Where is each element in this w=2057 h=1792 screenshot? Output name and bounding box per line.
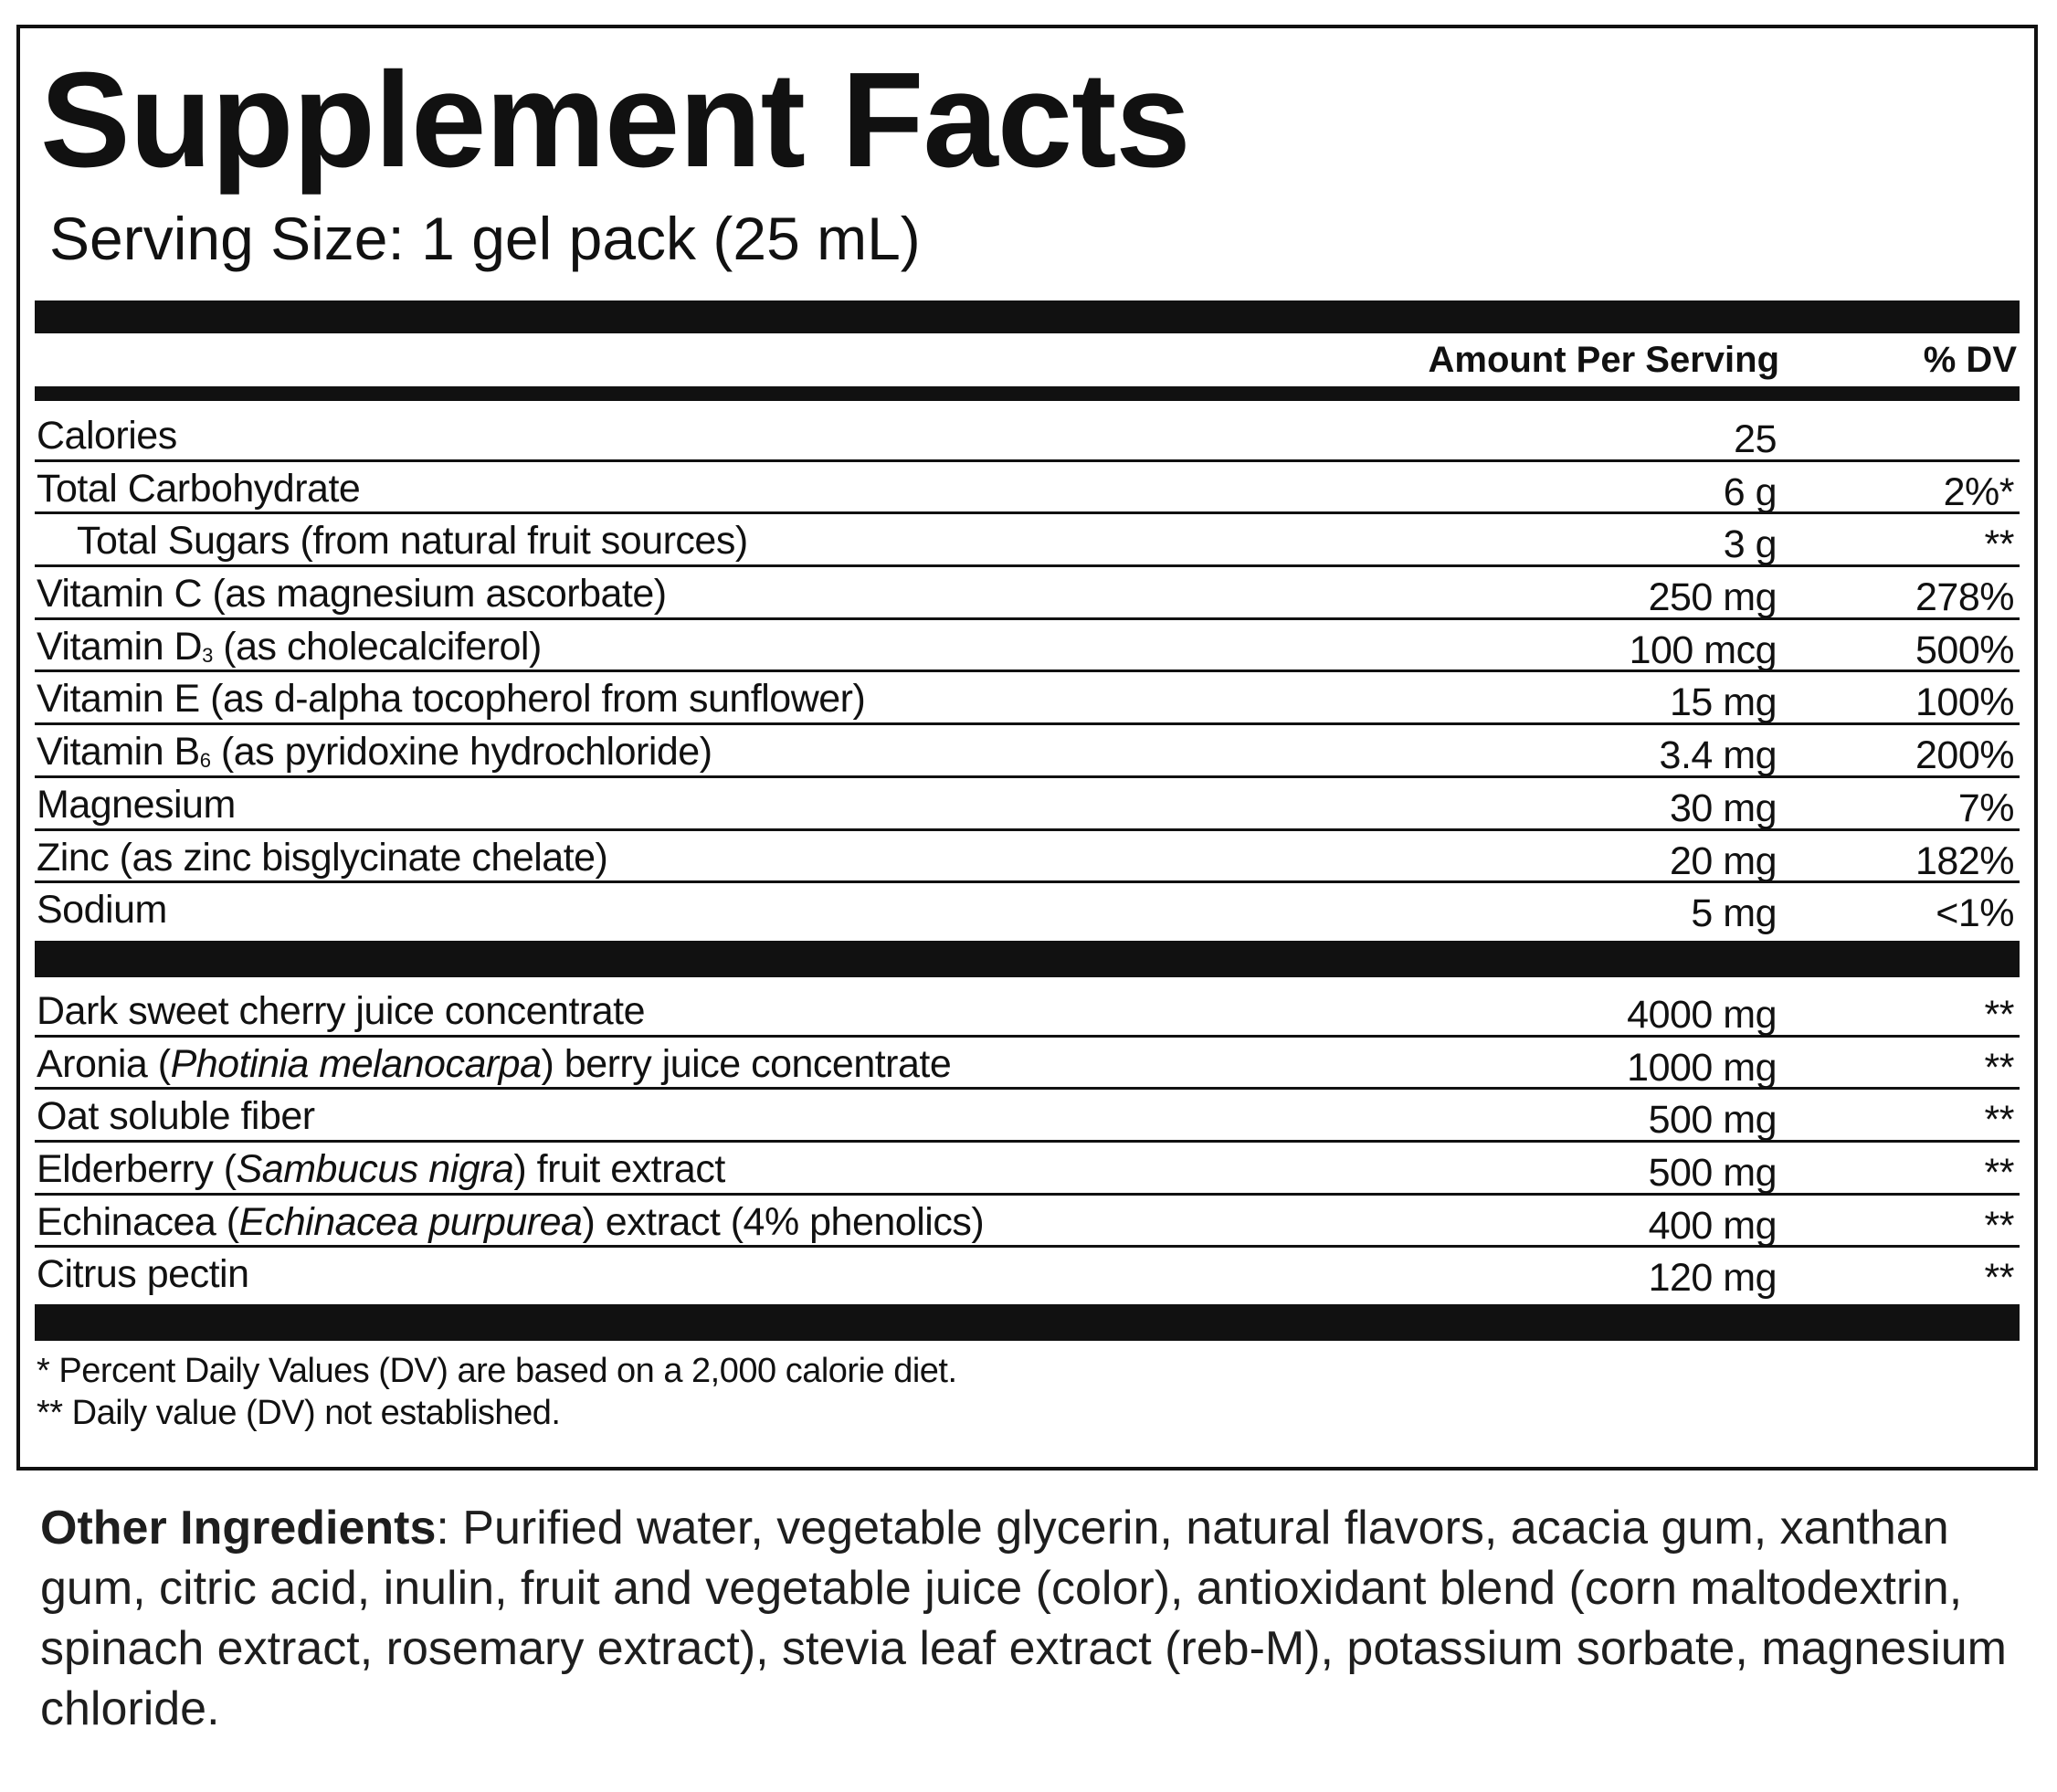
nutrient-amount: 250 mg (1648, 575, 1777, 620)
other-ingredients-text: : Purified water, vegetable glycerin, natural flavors, acacia gum, xanthan gum, citric acid, inulin, fruit and vegetable juice (color), antioxidant blend (corn maltodextrin, spinach extract, rosemary extract), stevia leaf extract (reb-M), potassium sorbate, magnesium chloride. (40, 1502, 2007, 1735)
other-ingredients (40, 1498, 2022, 1739)
ingredient-name: Aronia (Photinia melanocarpa) berry juice concentrate (37, 1041, 952, 1086)
ingredient-row (35, 1038, 2020, 1091)
ingredient-name: Dark sweet cherry juice concentrate (37, 989, 646, 1033)
column-header-amount: Amount Per Serving (1428, 340, 1779, 380)
nutrient-name: Zinc (as zinc bisglycinate chelate) (37, 835, 608, 880)
ingredient-amount: 500 mg (1648, 1151, 1777, 1196)
nutrient-amount: 15 mg (1669, 680, 1777, 725)
nutrient-name: Total Sugars (from natural fruit sources) (77, 519, 748, 564)
ingredient-name: Echinacea (Echinacea purpurea) extract (4% phenolics) (37, 1199, 985, 1244)
serving-size: Serving Size: 1 gel pack (25 mL) (49, 205, 921, 272)
ingredient-name: Elderberry (Sambucus nigra) fruit extract (37, 1147, 725, 1192)
ingredient-amount: 400 mg (1648, 1203, 1777, 1248)
ingredient-amount: 1000 mg (1627, 1045, 1777, 1090)
nutrient-row (35, 462, 2020, 515)
ingredient-dv: ** (1984, 1203, 2014, 1248)
ingredient-row (35, 1196, 2020, 1249)
nutrient-name: Vitamin D3 (as cholecalciferol) (37, 624, 542, 669)
thick-divider-bottom (35, 1304, 2020, 1341)
nutrient-name: Total Carbohydrate (37, 466, 361, 511)
ingredient-row (35, 1248, 2020, 1301)
ingredient-dv: ** (1984, 1045, 2014, 1090)
nutrient-amount: 25 (1734, 417, 1777, 461)
nutrient-row (35, 409, 2020, 462)
nutrient-row (35, 831, 2020, 884)
nutrient-amount: 30 mg (1669, 785, 1777, 830)
nutrient-name: Calories (37, 414, 177, 458)
nutrient-row (35, 672, 2020, 725)
panel-title: Supplement Facts (40, 45, 1190, 195)
ingredient-dv: ** (1984, 1256, 2014, 1301)
header-divider (35, 386, 2020, 401)
nutrient-row (35, 883, 2020, 936)
nutrient-dv: 278% (1915, 575, 2014, 620)
ingredient-name: Oat soluble fiber (37, 1094, 315, 1139)
nutrient-dv: <1% (1936, 891, 2014, 936)
thick-divider-top (35, 300, 2020, 333)
other-ingredients-label: Other Ingredients (40, 1502, 437, 1555)
nutrient-dv: 182% (1915, 838, 2014, 883)
nutrient-dv: ** (1984, 522, 2014, 567)
nutrient-amount: 3 g (1723, 522, 1777, 567)
nutrient-row (35, 567, 2020, 620)
ingredient-row (35, 1090, 2020, 1143)
ingredient-row (35, 1143, 2020, 1196)
ingredient-amount: 4000 mg (1627, 993, 1777, 1037)
nutrient-amount: 100 mcg (1629, 627, 1777, 672)
nutrient-list (35, 409, 2020, 936)
nutrient-name: Vitamin B6 (as pyridoxine hydrochloride) (37, 730, 712, 775)
ingredient-dv: ** (1984, 993, 2014, 1037)
nutrient-amount: 6 g (1723, 469, 1777, 514)
nutrient-dv: 7% (1957, 785, 2014, 830)
ingredient-dv: ** (1984, 1151, 2014, 1196)
ingredient-row (35, 985, 2020, 1038)
nutrient-row (35, 514, 2020, 567)
ingredient-dv: ** (1984, 1098, 2014, 1143)
nutrient-row (35, 725, 2020, 778)
ingredient-name: Citrus pectin (37, 1252, 249, 1297)
column-header-dv: % DV (1923, 340, 2017, 380)
nutrient-amount: 3.4 mg (1659, 733, 1777, 778)
ingredient-amount: 500 mg (1648, 1098, 1777, 1143)
nutrient-dv: 2%* (1943, 469, 2014, 514)
nutrient-dv: 100% (1915, 680, 2014, 725)
nutrient-amount: 5 mg (1691, 891, 1777, 936)
nutrient-row (35, 620, 2020, 673)
footnotes (37, 1350, 957, 1434)
nutrient-name: Sodium (37, 888, 167, 933)
footnote: * Percent Daily Values (DV) are based on a 2,000 calorie diet. (37, 1352, 957, 1390)
nutrient-dv: 200% (1915, 733, 2014, 778)
nutrient-name: Magnesium (37, 782, 236, 827)
nutrient-row (35, 778, 2020, 831)
nutrient-dv: 500% (1915, 627, 2014, 672)
thick-divider-middle (35, 941, 2020, 977)
nutrient-name: Vitamin E (as d-alpha tocopherol from sunflower) (37, 677, 866, 722)
botanical-list (35, 985, 2020, 1301)
footnote: ** Daily value (DV) not established. (37, 1394, 561, 1432)
nutrient-name: Vitamin C (as magnesium ascorbate) (37, 572, 667, 617)
ingredient-amount: 120 mg (1648, 1256, 1777, 1301)
nutrient-amount: 20 mg (1669, 838, 1777, 883)
